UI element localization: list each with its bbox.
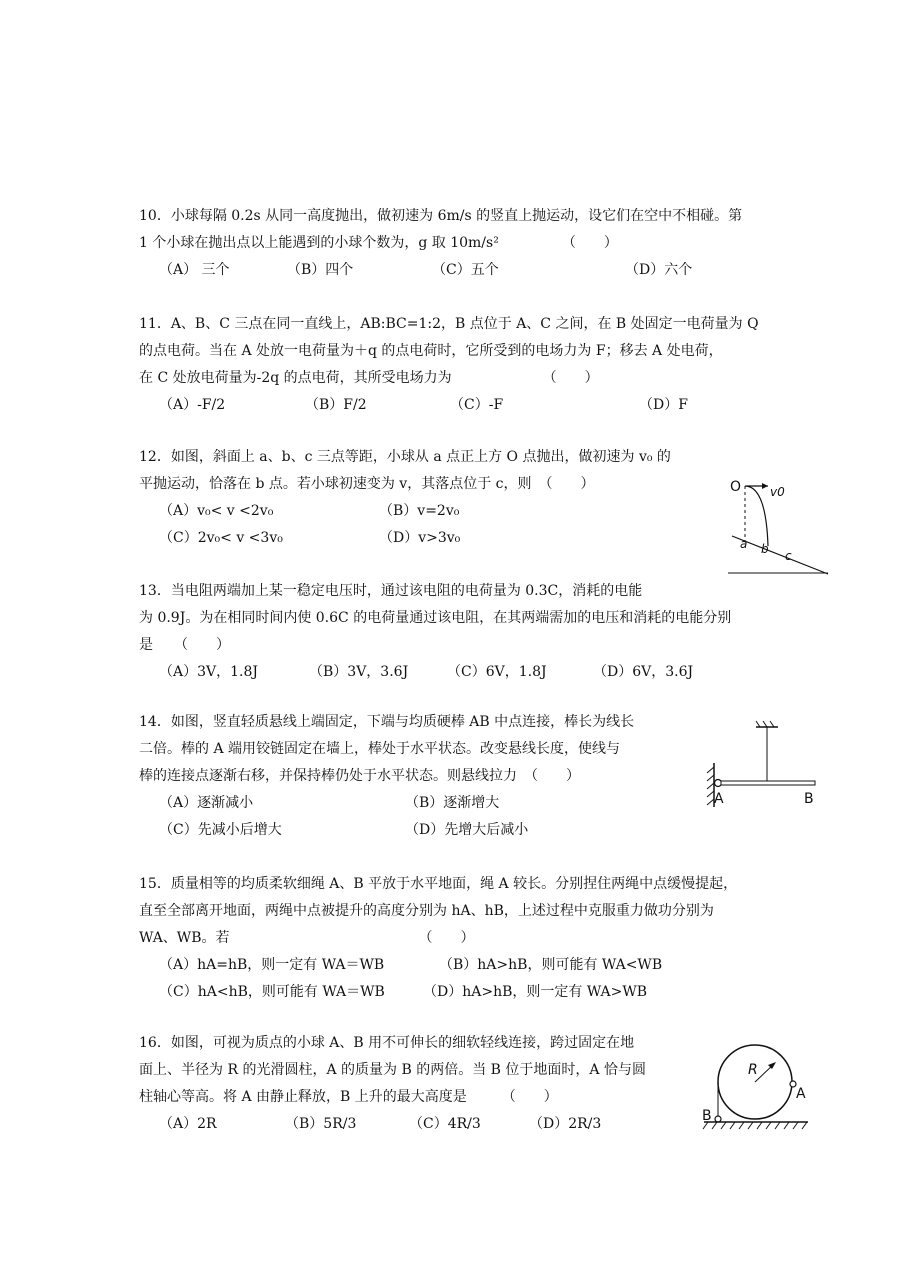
- options-row: [139, 257, 742, 284]
- question-text-line: 14．如图，竖直轻质悬线上端固定，下端与均质硬棒 AB 中点连接，棒长为线长: [139, 714, 635, 730]
- question-12: [139, 444, 671, 552]
- question-text-line: 15．质量相等的均质柔软细绳 A、B 平放于水平地面，绳 A 较长。分别捏住两绳中点缓慢提起，: [139, 876, 738, 892]
- options-row: [139, 817, 634, 844]
- label-b: B: [804, 791, 814, 807]
- option-c: （C）2v₀< v <3v₀: [159, 530, 283, 546]
- option-a: （A）hA=hB，则一定有 WA＝WB: [159, 957, 385, 973]
- question-text-line: 直至全部离开地面，两绳中点被提升的高度分别为 hA、hB，上述过程中克服重力做功分别为: [139, 903, 714, 919]
- options-row: [139, 392, 759, 419]
- label-r: R: [748, 1062, 758, 1078]
- question-text-line: 平抛运动，恰落在 b 点。若小球初速变为 v，其落点位于 c，则 （ ）: [139, 476, 595, 492]
- question-text-line: 二倍。棒的 A 端用铰链固定在墙上，棒处于水平状态。改变悬线长度，使线与: [139, 741, 621, 757]
- option-d: （D）v>3v₀: [379, 530, 461, 546]
- hinged-rod-figure: [700, 719, 824, 815]
- option-a: （A）逐渐减小: [159, 795, 254, 811]
- rod: [721, 781, 815, 785]
- option-a: （A） 三个: [159, 262, 230, 278]
- label-o: O: [730, 479, 742, 495]
- question-text-line: 10．小球每隔 0.2s 从同一高度抛出，做初速为 6m/s 的竖直上抛运动，设它们在空中不相碰。第: [139, 208, 743, 224]
- option-c: （C）6V，1.8J: [447, 664, 547, 680]
- question-text-line: 的点电荷。当在 A 处放一电荷量为＋q 的点电荷时，它所受到的电场力为 F；移去 A 处电荷，: [139, 343, 723, 359]
- question-11: [139, 311, 759, 419]
- question-text-line: 棒的连接点逐渐右移，并保持棒仍处于水平状态。则悬线拉力 （ ）: [139, 768, 580, 784]
- question-text-line: 是 （ ）: [139, 637, 230, 653]
- question-text-line: 为 0.9J。为在相同时间内使 0.6C 的电荷量通过该电阻，在其两端需加的电压和消耗的电能分别: [139, 610, 732, 626]
- options-row: [139, 659, 731, 686]
- options-row: [139, 1111, 646, 1138]
- question-text-line: 13．当电阻两端加上某一稳定电压时，通过该电阻的电荷量为 0.3C，消耗的电能: [139, 583, 643, 599]
- options-row: [139, 952, 737, 979]
- projectile-incline-figure: [722, 474, 832, 578]
- option-d: （D）hA>hB，则一定有 WA>WB: [423, 984, 648, 1000]
- question-13: [139, 578, 731, 686]
- question-text-line: 柱轴心等高。将 A 由静止释放，B 上升的最大高度是 （ ）: [139, 1089, 558, 1105]
- option-b: （B）hA>hB，则可能有 WA<WB: [439, 957, 663, 973]
- options-row: [139, 525, 671, 552]
- question-text-line: 12．如图，斜面上 a、b、c 三点等距，小球从 a 点正上方 O 点抛出，做初速为 v₀ 的: [139, 449, 671, 465]
- option-c: （C）hA<hB，则可能有 WA＝WB: [159, 984, 385, 1000]
- options-row: [139, 790, 634, 817]
- option-a: （A）-F/2: [159, 397, 226, 413]
- option-d: （D）F: [639, 397, 688, 413]
- question-16: [139, 1030, 646, 1138]
- question-text-line: 面上、半径为 R 的光滑圆柱，A 的质量为 B 的两倍。当 B 位于地面时，A 恰与圆: [139, 1062, 646, 1078]
- option-b: （B）逐渐增大: [405, 795, 500, 811]
- question-text-line: 11．A、B、C 三点在同一直线上，AB:BC=1:2，B 点位于 A、C 之间，在 B 处固定一电荷量为 Q: [139, 316, 759, 332]
- question-10: [139, 203, 742, 284]
- option-b: （B）3V，3.6J: [309, 664, 409, 680]
- question-text-line: 在 C 处放电荷量为-2q 的点电荷，其所受电场力为 （ ）: [139, 370, 599, 386]
- option-c: （C）五个: [432, 262, 499, 278]
- option-d: （D）先增大后减小: [405, 822, 529, 838]
- option-d: （D）六个: [625, 262, 693, 278]
- question-text-line: 1 个小球在抛出点以上能遇到的小球个数为，g 取 10m/s² （ ）: [139, 235, 618, 251]
- options-row: [139, 498, 671, 525]
- question-text-line: WA、WB。若 （ ）: [139, 930, 475, 946]
- options-row: [139, 979, 737, 1006]
- label-b: B: [702, 1108, 712, 1124]
- label-a: a: [740, 537, 748, 551]
- label-b: b: [761, 542, 769, 556]
- option-c: （C）先减小后增大: [159, 822, 282, 838]
- ball-b: [715, 1116, 721, 1122]
- label-v0: v0: [770, 485, 785, 499]
- option-a: （A）v₀< v <2v₀: [159, 503, 274, 519]
- option-b: （B）v=2v₀: [379, 503, 460, 519]
- option-a: （A）2R: [159, 1116, 217, 1132]
- cylinder-pulley-figure: [700, 1042, 812, 1132]
- option-c: （C）4R/3: [409, 1116, 481, 1132]
- option-d: （D）6V，3.6J: [593, 664, 694, 680]
- label-a: A: [796, 1086, 806, 1102]
- question-15: [139, 871, 737, 1006]
- hinge: [715, 780, 722, 787]
- label-c: c: [785, 549, 792, 563]
- question-text-line: 16．如图，可视为质点的小球 A、B 用不可伸长的细软轻线连接，跨过固定在地: [139, 1035, 635, 1051]
- trajectory-curve: [745, 486, 768, 546]
- option-b: （B）四个: [287, 262, 354, 278]
- label-a: A: [714, 791, 724, 807]
- option-b: （B）F/2: [305, 397, 367, 413]
- option-b: （B）5R/3: [285, 1116, 357, 1132]
- option-a: （A）3V，1.8J: [159, 664, 259, 680]
- option-c: （C）-F: [450, 397, 504, 413]
- option-d: （D）2R/3: [529, 1116, 602, 1132]
- question-14: [139, 709, 634, 844]
